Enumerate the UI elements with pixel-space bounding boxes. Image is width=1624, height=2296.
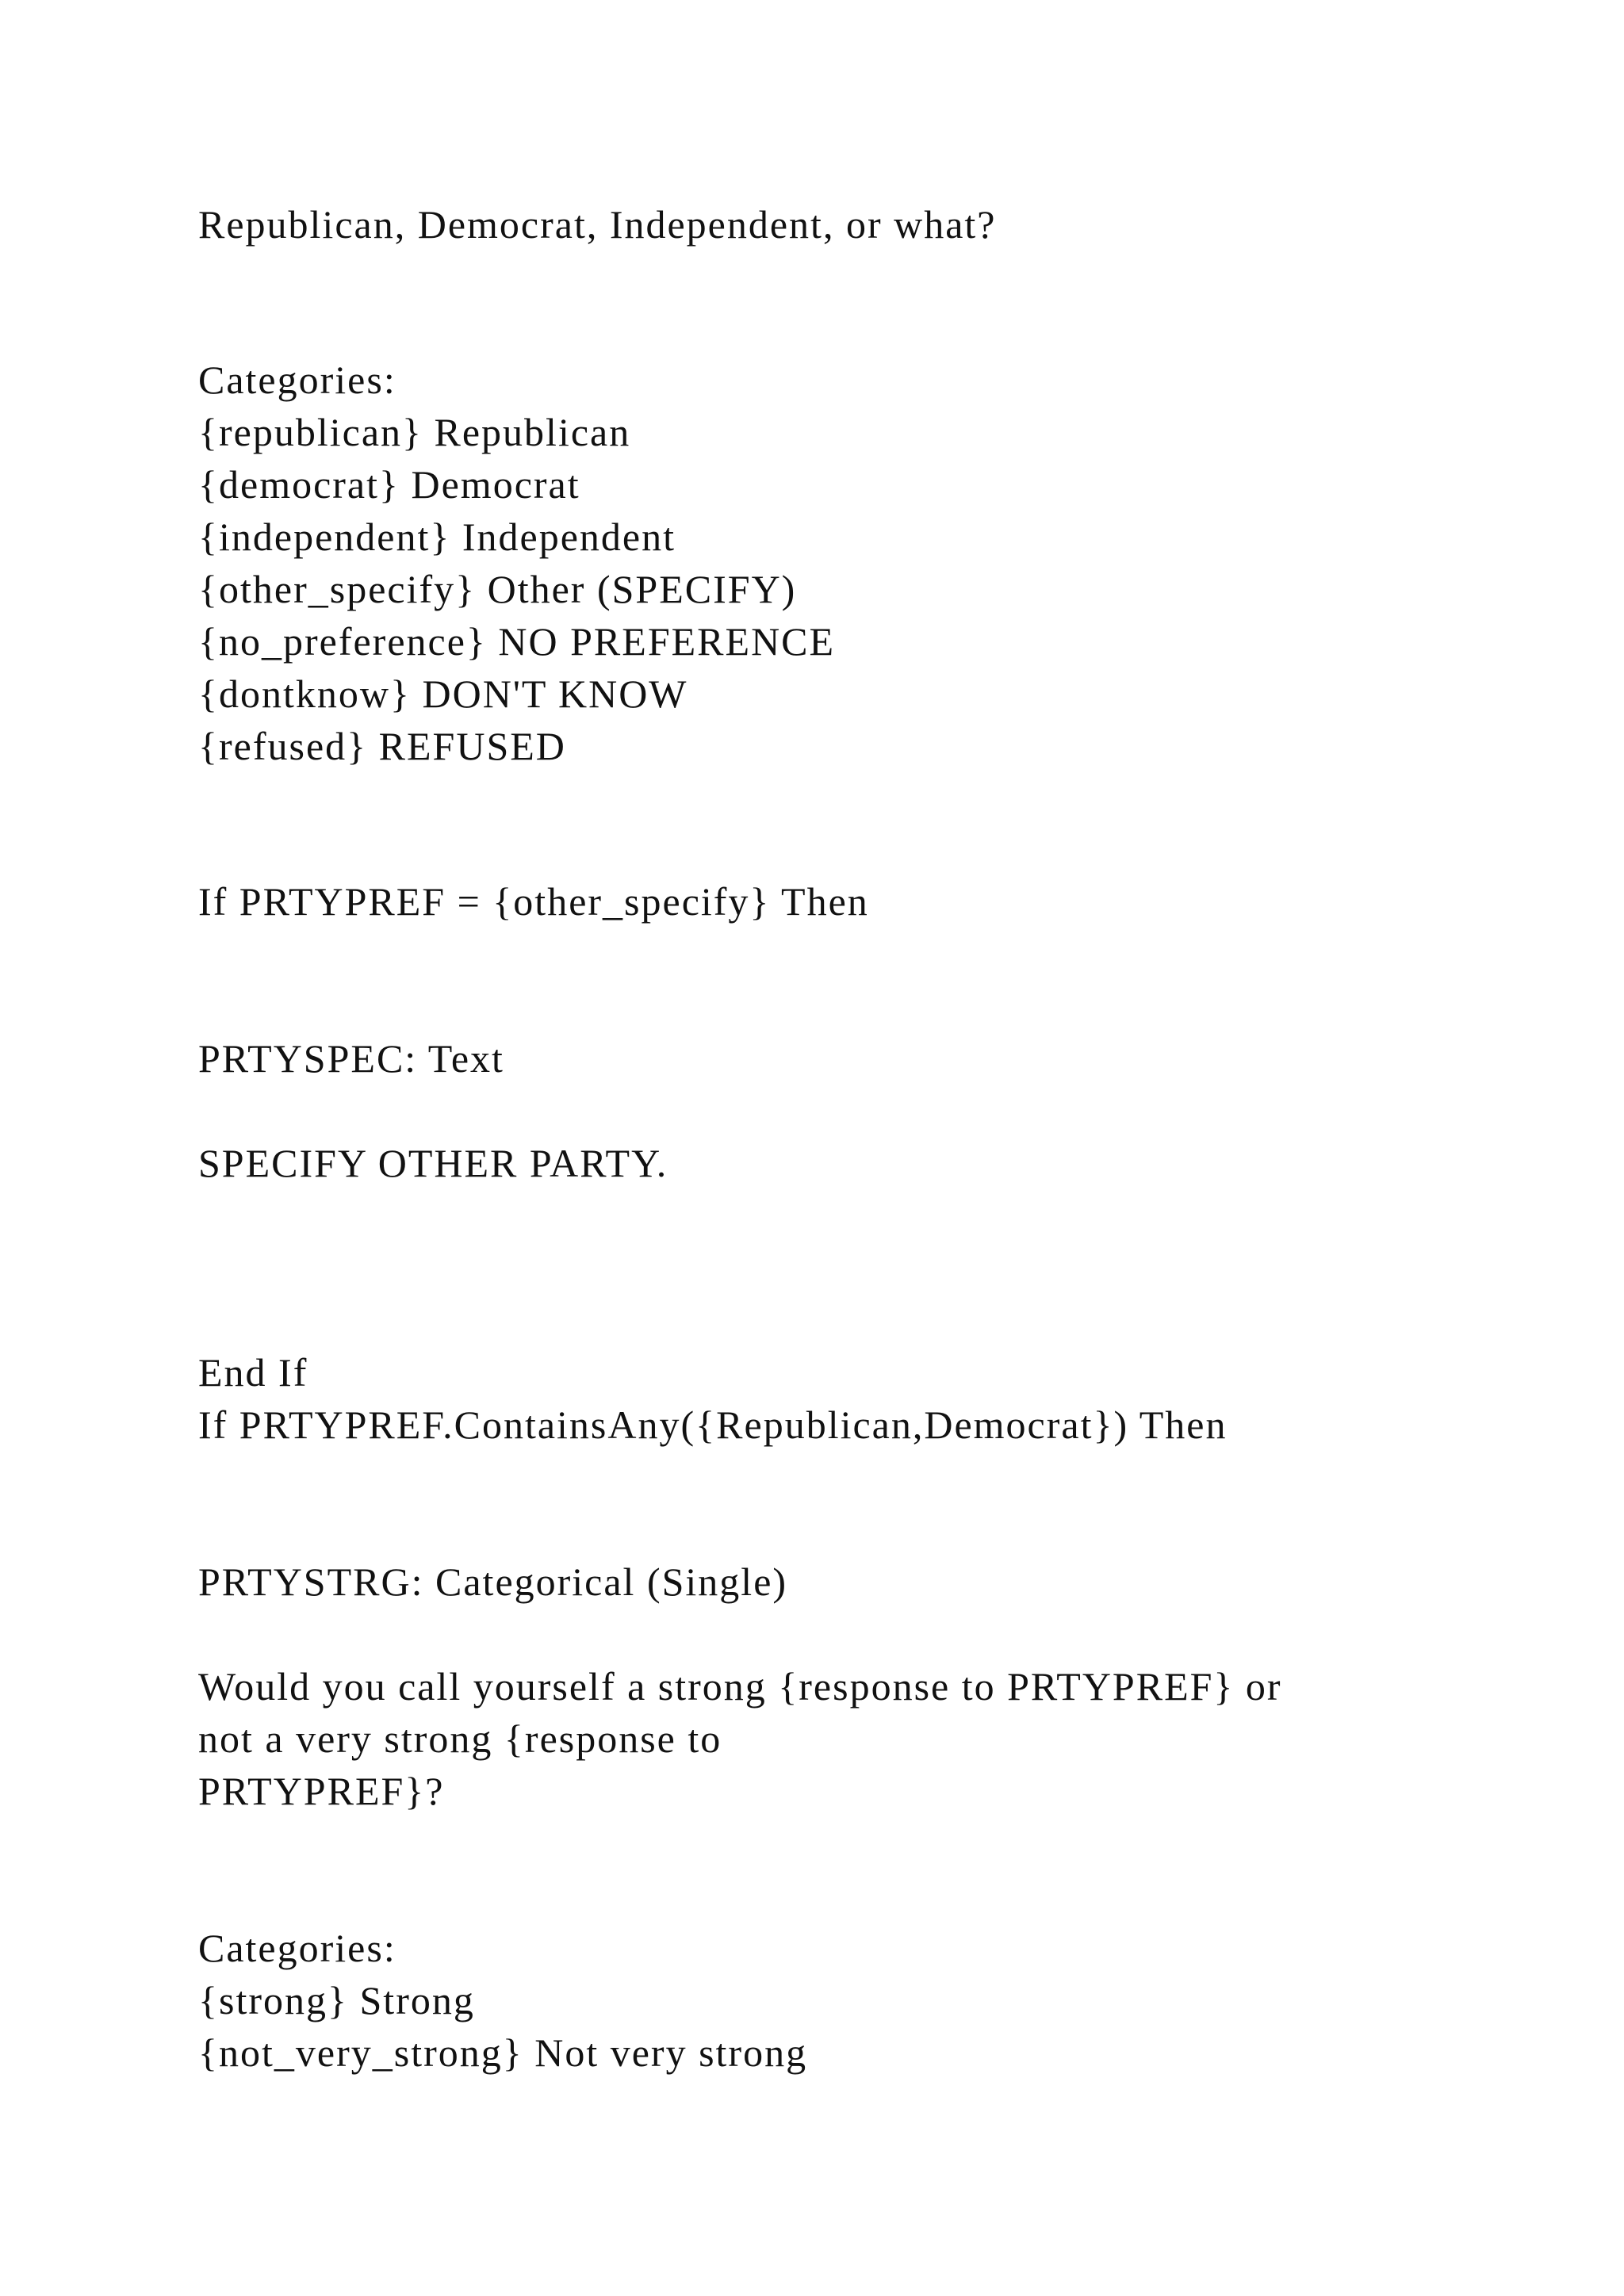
prtystrg-question-line: Would you call yourself a strong {response to PRTYPREF} or: [198, 1664, 1282, 1709]
category-item: {dontknow} DON'T KNOW: [198, 672, 688, 716]
prtyspec-prompt: SPECIFY OTHER PARTY.: [198, 1141, 668, 1185]
prtystrg-question-line: not a very strong {response to: [198, 1716, 722, 1761]
category-item: {refused} REFUSED: [198, 724, 566, 768]
category-item: {not_very_strong} Not very strong: [198, 2030, 808, 2075]
category-item: {no_preference} NO PREFERENCE: [198, 619, 836, 664]
end-if: End If: [198, 1350, 308, 1395]
condition-party: If PRTYPREF.ContainsAny({Republican,Democrat}) Then: [198, 1402, 1228, 1447]
category-item: {democrat} Democrat: [198, 462, 580, 507]
prtystrg-header: PRTYSTRG: Categorical (Single): [198, 1559, 788, 1604]
category-item: {other_specify} Other (SPECIFY): [198, 567, 797, 611]
categories-heading: Categories:: [198, 1926, 396, 1970]
prtyspec-header: PRTYSPEC: Text: [198, 1036, 504, 1081]
category-item: {independent} Independent: [198, 515, 676, 559]
condition-other-specify: If PRTYPREF = {other_specify} Then: [198, 879, 869, 924]
categories-heading: Categories:: [198, 358, 396, 402]
question-intro: Republican, Democrat, Independent, or what?: [198, 202, 997, 247]
category-item: {republican} Republican: [198, 410, 631, 454]
prtystrg-question-line: PRTYPREF}?: [198, 1769, 445, 1813]
category-item: {strong} Strong: [198, 1978, 475, 2022]
